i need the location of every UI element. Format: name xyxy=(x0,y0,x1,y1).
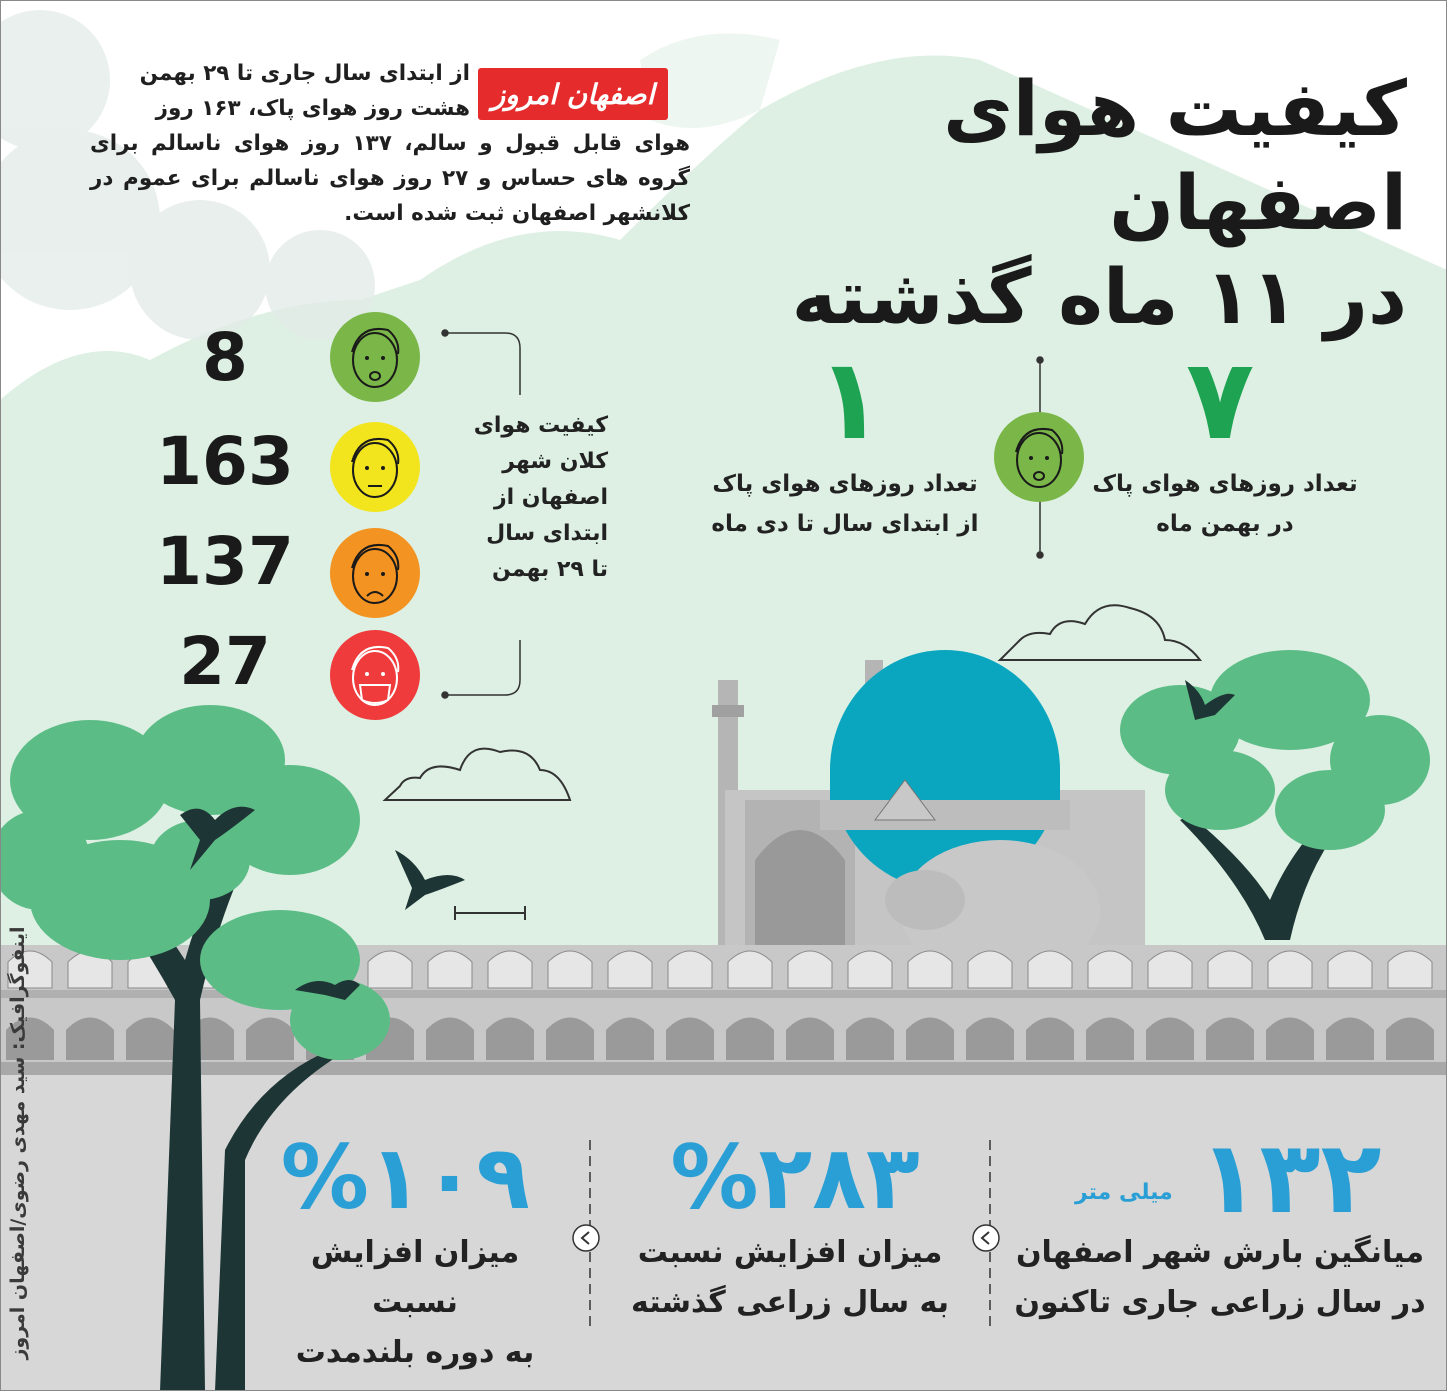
caption-line: تعداد روزهای هوای پاک xyxy=(712,471,978,497)
aq-label-line: ابتدای سال xyxy=(486,521,608,546)
aq-label-line: تا ۲۹ بهمن xyxy=(491,557,608,582)
rainfall-value: ۱۳۲ xyxy=(1198,1119,1382,1236)
increase-last-year-value: %۲۸۳ xyxy=(670,1126,920,1229)
aq-label-line: کیفیت هوای xyxy=(473,413,608,438)
aq-value-acceptable: 163 xyxy=(156,423,294,500)
rainfall-unit: میلی متر xyxy=(1075,1180,1173,1205)
clean-days-until-dey-value: ۱ xyxy=(815,335,885,465)
intro-line-1: از ابتدای سال جاری تا ۲۹ بهمن xyxy=(139,61,470,86)
aq-label-line: کلان شهر xyxy=(502,449,608,474)
caption-line: میانگین بارش شهر اصفهان xyxy=(1015,1235,1425,1270)
caption-line: از ابتدای سال تا دی ماه xyxy=(711,511,979,537)
intro-line-2: هشت روز هوای پاک، ۱۶۳ روز xyxy=(155,96,470,121)
caption-line: تعداد روزهای هوای پاک xyxy=(1092,471,1358,497)
intro-rest: هوای قابل قبول و سالم، ۱۳۷ روز هوای ناسالم برای گروه های حساس و ۲۷ روز هوای ناسالم برای عموم در کلانشهر اصفهان ثبت شده است. xyxy=(90,131,690,226)
aq-value-unhealthy: 27 xyxy=(179,623,271,700)
svg-text:اصفهان امروز: اصفهان امروز xyxy=(491,78,655,111)
caption-line: در بهمن ماه xyxy=(1156,511,1294,537)
credit-text: اینفوگرافیک: سید مهدی رضوی/اصفهان امروز xyxy=(7,926,29,1360)
caption-line: میزان افزایش نسبت xyxy=(637,1235,943,1270)
caption-line: میزان افزایش نسبت xyxy=(310,1235,520,1320)
title-line-2: در ۱۱ ماه گذشته xyxy=(791,252,1407,341)
caption-line: در سال زراعی جاری تاکنون xyxy=(1014,1285,1426,1320)
increase-long-term-value: %۱۰۹ xyxy=(280,1126,530,1229)
aq-label-line: اصفهان از xyxy=(493,485,608,510)
title-line-1: کیفیت هوای اصفهان xyxy=(943,64,1407,247)
caption-line: به سال زراعی گذشته xyxy=(631,1285,949,1320)
aq-value-clean: 8 xyxy=(202,319,248,396)
clean-days-bahman-value: ۷ xyxy=(1185,335,1255,465)
aq-value-sensitive: 137 xyxy=(156,523,294,600)
caption-line: به دوره بلندمدت xyxy=(295,1335,535,1370)
